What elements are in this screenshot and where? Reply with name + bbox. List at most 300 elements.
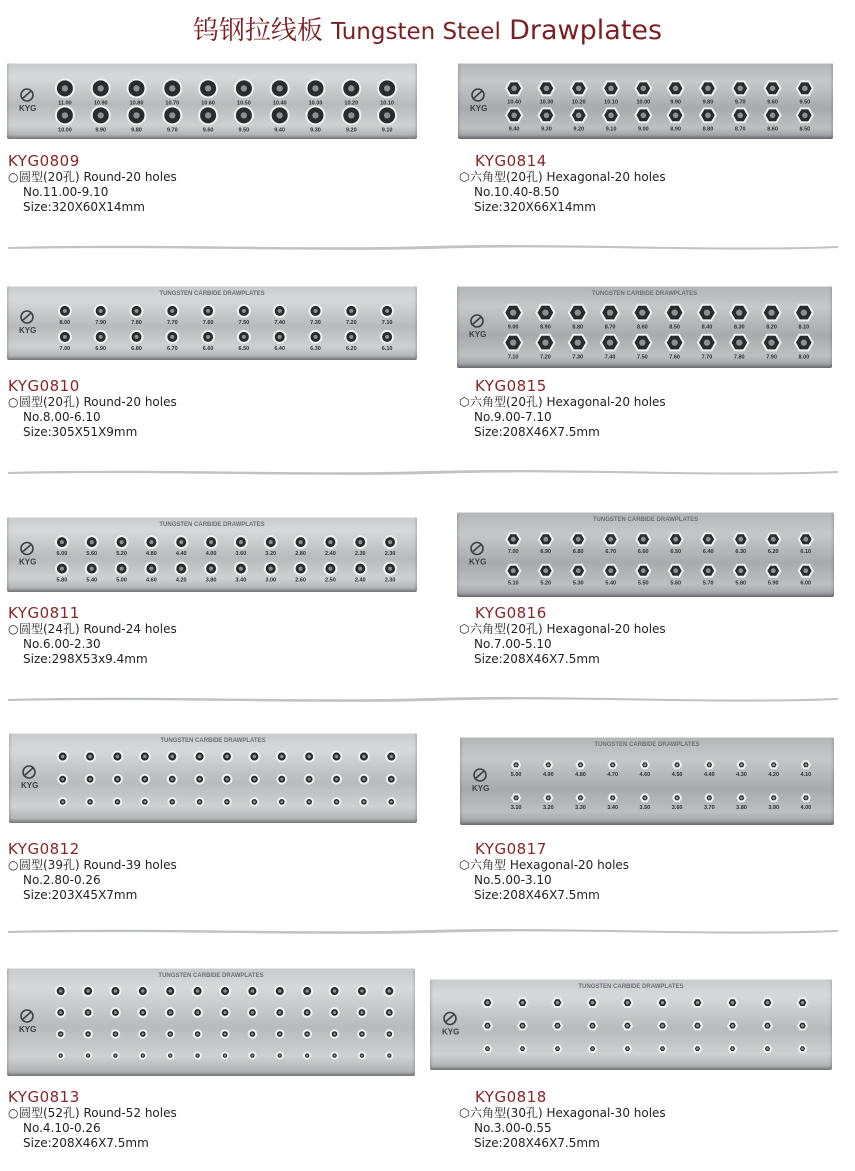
hole-center (170, 335, 174, 339)
product-code: KYG0818 (475, 1088, 547, 1106)
hole-size-label: 8.20 (766, 324, 777, 331)
hole-center (544, 113, 550, 119)
hole-size-label: 3.80 (205, 577, 217, 584)
hole-center (119, 567, 123, 571)
hole-size-label: 8.80 (702, 126, 714, 133)
hole-center (223, 1011, 226, 1014)
hole-size-label: 8.50 (799, 126, 811, 133)
hole-size-label: 6.10 (381, 345, 393, 352)
hole-center (98, 85, 104, 91)
hole-center (99, 335, 103, 339)
hole-size-label: 6.30 (310, 345, 321, 352)
hole-size-label: 3.80 (736, 804, 747, 811)
hole-center (706, 568, 711, 573)
hole-size-label: 10.30 (539, 99, 554, 106)
hole-center (206, 309, 210, 313)
hole-center (803, 537, 808, 542)
hole-size-label: 7.00 (507, 549, 519, 556)
plate-image (7, 63, 417, 139)
hole-center (738, 568, 743, 573)
hole-center (169, 1011, 172, 1014)
hole-size-label: 9.50 (799, 99, 811, 106)
hole-size-label: 10.40 (272, 100, 287, 107)
product-kyg0815 (459, 377, 666, 440)
hole-center (363, 801, 366, 804)
hole-size-label: 9.90 (95, 127, 107, 134)
hole-size-label: 7.10 (507, 354, 519, 361)
hole-size-label: 5.80 (735, 580, 747, 587)
hole-center (205, 85, 211, 91)
hole-center (278, 335, 282, 339)
hole-center (313, 335, 317, 339)
hole-size-label: 9.30 (541, 126, 552, 133)
hole-center (298, 540, 302, 544)
hole-size-label: 7.30 (310, 319, 321, 326)
product-kyg0812 (8, 840, 177, 903)
hole-center (278, 989, 282, 993)
product-code: KYG0816 (475, 604, 547, 622)
hole-size-label: 2.30 (384, 577, 396, 584)
hole-center (384, 85, 390, 91)
hole-center (116, 778, 119, 781)
hole-center (641, 568, 646, 573)
hole-center (388, 567, 392, 571)
logo-text: KYG (19, 557, 37, 567)
hole-size-label: 8.80 (572, 324, 584, 331)
logo-text: KYG (21, 781, 39, 790)
hole-center (626, 1047, 629, 1050)
hole-center (149, 540, 153, 544)
hole-center (239, 540, 243, 544)
product-range: No.4.10-0.26 (23, 1121, 101, 1135)
hole-center (169, 1054, 171, 1056)
hole-size-label: 9.80 (131, 127, 142, 134)
hole-size-label: 4.50 (671, 771, 683, 778)
hole-size-label: 4.60 (146, 577, 157, 584)
hole-size-label: 9.70 (166, 127, 178, 134)
product-size: Size:320X66X14mm (474, 200, 596, 214)
hole-center (308, 801, 311, 804)
hole-center (772, 763, 775, 766)
plate-drawing (9, 733, 417, 823)
product-kyg0814 (459, 152, 666, 215)
hole-size-label: 3.30 (575, 804, 586, 811)
hole-size-label: 9.70 (734, 99, 746, 106)
hole-center (144, 801, 147, 804)
hole-center (241, 85, 247, 91)
plate-drawing (7, 63, 417, 139)
hole-center (335, 801, 338, 804)
hole-center (278, 1011, 281, 1014)
hole-size-label: 7.90 (766, 354, 777, 361)
hole-center (579, 763, 582, 766)
hole-center (705, 113, 711, 119)
hole-center (766, 1047, 769, 1050)
product-kyg0809 (8, 152, 177, 215)
hole-size-label: 4.20 (175, 577, 187, 584)
hole-center (626, 1001, 630, 1005)
hole-center (360, 989, 364, 993)
hole-size-label: 5.90 (767, 580, 779, 587)
hole-size-label: 4.00 (800, 804, 812, 811)
hole-center (358, 567, 362, 571)
hole-size-label: 4.10 (800, 771, 812, 778)
hole-size-label: 7.70 (701, 354, 713, 361)
page-title (0, 10, 855, 47)
hole-center (639, 339, 645, 345)
hole-center (142, 1033, 145, 1036)
hole-size-label: 4.30 (736, 771, 747, 778)
hole-center (521, 1024, 524, 1027)
product-kyg0811 (8, 604, 177, 667)
hole-center (737, 86, 743, 92)
product-range: No.5.00-3.10 (474, 873, 552, 887)
logo-text: KYG (19, 1025, 37, 1034)
hole-size-label: 9.00 (507, 324, 519, 331)
hole-center (641, 86, 647, 92)
hole-center (62, 112, 68, 118)
hole-size-label: 7.90 (95, 319, 107, 326)
hole-size-label: 7.30 (572, 354, 584, 361)
kyg-logo-icon (469, 543, 486, 567)
product-range: No.11.00-9.10 (23, 185, 109, 199)
hole-center (253, 778, 256, 781)
hole-center (333, 1033, 336, 1036)
hole-center (576, 86, 582, 92)
hole-size-label: 8.60 (767, 126, 778, 133)
hole-center (510, 309, 516, 315)
hole-size-label: 8.70 (734, 126, 746, 133)
hole-size-label: 4.20 (768, 771, 780, 778)
hole-size-label: 6.60 (202, 345, 214, 352)
brush-divider (8, 241, 838, 253)
hole-center (673, 113, 679, 119)
hole-size-label: 9.20 (345, 127, 357, 134)
hole-center (384, 112, 390, 118)
product-range: No.7.00-5.10 (474, 637, 552, 651)
product-type: ○圆型(20孔) Round-20 holes (8, 395, 177, 409)
hole-center (313, 309, 317, 313)
hole-center (772, 796, 775, 799)
product-type: ⬡六角型 Hexagonal-20 holes (459, 858, 630, 872)
hole-center (608, 113, 614, 119)
hole-center (59, 989, 63, 993)
plate-caption: TUNGSTEN CARBIDE DRAWPLATES (578, 984, 684, 990)
hole-center (349, 335, 353, 339)
product-kyg0816 (459, 604, 666, 667)
plate-image (457, 286, 832, 368)
logo-text: KYG (19, 326, 37, 335)
hole-size-label: 7.80 (131, 319, 142, 326)
hole-size-label: 3.60 (235, 551, 247, 558)
hole-center (644, 763, 647, 766)
hole-center (242, 309, 246, 313)
hole-center (312, 112, 318, 118)
product-size: Size:203X45X7mm (23, 888, 138, 902)
hole-center (768, 339, 774, 345)
hole-center (242, 335, 246, 339)
hole-center (179, 540, 183, 544)
hole-center (579, 796, 582, 799)
hole-size-label: 5.10 (507, 580, 519, 587)
hole-center (134, 309, 138, 313)
hole-size-label: 10.20 (571, 99, 586, 106)
hole-size-label: 8.90 (540, 324, 551, 331)
hole-size-label: 5.60 (670, 580, 682, 587)
brush-divider (8, 925, 838, 937)
hole-center (801, 1047, 804, 1050)
plate-drawing (457, 286, 832, 368)
hole-center (168, 989, 172, 993)
product-range: No.8.00-6.10 (23, 410, 101, 424)
hole-center (607, 339, 613, 345)
hole-center (205, 112, 211, 118)
plate-image (9, 733, 417, 823)
hole-center (278, 1033, 281, 1036)
hole-center (708, 763, 711, 766)
hole-center (61, 755, 65, 759)
plate-image (458, 63, 833, 139)
hole-size-label: 3.10 (510, 804, 522, 811)
hole-center (766, 1024, 769, 1027)
product-code: KYG0815 (475, 377, 547, 395)
hole-size-label: 3.20 (265, 551, 277, 558)
kyg-logo-icon (472, 769, 489, 793)
hole-center (209, 567, 213, 571)
hole-center (388, 540, 392, 544)
type-text: 圆型(52孔) Round-52 holes (19, 1106, 177, 1120)
hole-size-label: 8.70 (604, 324, 616, 331)
hole-center (251, 1033, 254, 1036)
hole-center (142, 1054, 144, 1056)
hole-size-label: 8.10 (798, 324, 810, 331)
logo-text: KYG (442, 1027, 460, 1037)
hole-size-label: 6.00 (800, 580, 812, 587)
plate-drawing (458, 63, 833, 139)
hole-center (556, 1024, 559, 1027)
hole-center (88, 755, 92, 759)
hole-size-label: 5.20 (116, 551, 127, 558)
hole-center (608, 537, 613, 542)
hole-center (737, 113, 743, 119)
hole-center (704, 339, 710, 345)
plate-drawing (7, 968, 415, 1076)
hole-center (87, 1011, 90, 1014)
hole-center (358, 540, 362, 544)
hole-size-label: 8.50 (669, 324, 681, 331)
product-type: ⬡六角型(30孔) Hexagonal-30 holes (459, 1106, 666, 1120)
hole-center (226, 801, 229, 804)
hole-size-label: 10.90 (93, 100, 108, 107)
hole-center (269, 540, 273, 544)
hole-center (770, 86, 776, 92)
hole-center (349, 309, 353, 313)
hole-center (705, 86, 711, 92)
hole-center (771, 568, 776, 573)
hole-center (269, 567, 273, 571)
hole-center (676, 763, 679, 766)
hole-center (543, 537, 548, 542)
product-range: No.6.00-2.30 (23, 637, 101, 651)
logo-text: KYG (469, 557, 487, 567)
product-type: ○圆型(24孔) Round-24 holes (8, 622, 177, 636)
hole-size-label: 9.10 (605, 126, 617, 133)
product-range: No.3.00-0.55 (474, 1121, 552, 1135)
hole-size-label: 10.00 (636, 99, 651, 106)
hole-center (740, 763, 743, 766)
hole-center (591, 1001, 595, 1005)
hole-size-label: 2.40 (325, 551, 336, 558)
kyg-logo-icon (19, 1010, 36, 1034)
hole-center (206, 335, 210, 339)
product-size: Size:208X46X7.5mm (474, 1136, 600, 1150)
hole-center (87, 1033, 90, 1036)
hole-size-label: 5.70 (702, 580, 714, 587)
hole-center (335, 778, 338, 781)
hole-center (312, 85, 318, 91)
kyg-logo-icon (19, 543, 36, 567)
hole-size-label: 2.40 (354, 577, 366, 584)
hole-center (611, 796, 614, 799)
hole-center (225, 755, 229, 759)
hole-size-label: 5.20 (540, 580, 552, 587)
hole-size-label: 6.50 (238, 345, 250, 352)
product-range: No.10.40-8.50 (474, 185, 560, 199)
product-type: ⬡六角型(20孔) Hexagonal-20 holes (459, 622, 666, 636)
hole-center (801, 1001, 805, 1005)
hole-center (277, 85, 283, 91)
hole-center (673, 568, 678, 573)
product-kyg0810 (8, 377, 177, 440)
type-text: 六角型 Hexagonal-20 holes (470, 858, 630, 872)
hole-center (198, 801, 201, 804)
product-size: Size:208X46X7.5mm (474, 425, 600, 439)
hole-center (608, 568, 613, 573)
hole-center (390, 778, 393, 781)
hole-center (141, 1011, 144, 1014)
hole-size-label: 6.80 (131, 345, 142, 352)
hole-center (119, 540, 123, 544)
product-type: ○圆型(20孔) Round-20 holes (8, 170, 177, 184)
hole-size-label: 3.40 (607, 804, 619, 811)
hole-center (61, 778, 64, 781)
hole-center (486, 1047, 489, 1050)
hole-center (736, 309, 742, 315)
hole-center (280, 778, 283, 781)
hole-center (198, 778, 201, 781)
hole-center (116, 755, 120, 759)
product-code: KYG0809 (8, 152, 80, 170)
hole-size-label: 10.20 (344, 100, 359, 107)
type-text: 圆型(20孔) Round-20 holes (19, 395, 177, 409)
hole-center (576, 113, 582, 119)
hole-center (556, 1047, 559, 1050)
hole-center (196, 1054, 198, 1056)
brush-divider (8, 466, 838, 478)
product-code: KYG0813 (8, 1088, 80, 1106)
hole-center (328, 540, 332, 544)
hole-center (196, 1011, 199, 1014)
hole-center (225, 778, 228, 781)
hole-size-label: 4.60 (639, 771, 651, 778)
hole-center (805, 763, 808, 766)
hole-size-label: 6.20 (767, 549, 779, 556)
hole-center (59, 1033, 62, 1036)
hole-center (333, 1011, 336, 1014)
product-code: KYG0811 (8, 604, 80, 622)
hole-center (766, 1001, 770, 1005)
hole-size-label: 8.40 (701, 324, 713, 331)
hole-size-label: 8.00 (59, 319, 71, 326)
kyg-logo-icon (470, 89, 487, 113)
hole-center (639, 309, 645, 315)
hole-center (608, 86, 614, 92)
hole-size-label: 7.10 (381, 319, 393, 326)
hole-size-label: 7.40 (274, 319, 286, 326)
hole-center (170, 755, 174, 759)
hole-size-label: 4.80 (575, 771, 586, 778)
hole-size-label: 7.80 (733, 354, 745, 361)
hole-size-label: 7.70 (166, 319, 178, 326)
hole-center (611, 763, 614, 766)
hole-size-label: 10.10 (380, 100, 394, 107)
hole-center (99, 309, 103, 313)
plate-drawing (7, 286, 417, 360)
hole-center (390, 755, 394, 759)
logo-text: KYG (19, 104, 37, 113)
product-size: Size:208X46X7.5mm (23, 1136, 149, 1150)
hole-center (704, 309, 710, 315)
hole-size-label: 4.00 (205, 551, 217, 558)
plate-image (457, 512, 834, 597)
hole-center (731, 1024, 734, 1027)
hole-center (306, 1033, 309, 1036)
hole-center (60, 1054, 62, 1056)
hole-center (348, 112, 354, 118)
hole-center (60, 540, 64, 544)
plate-drawing (430, 979, 832, 1070)
hole-size-label: 9.60 (202, 127, 214, 134)
kyg-logo-icon (442, 1013, 459, 1037)
hole-center (251, 989, 255, 993)
hole-center (801, 1024, 804, 1027)
hole-center (801, 309, 807, 315)
product-type: ○圆型(39孔) Round-39 holes (8, 858, 177, 872)
hole-center (224, 1033, 227, 1036)
hole-center (708, 796, 711, 799)
hole-center (141, 989, 145, 993)
hole-center (116, 801, 119, 804)
hole-center (770, 113, 776, 119)
hole-center (801, 339, 807, 345)
type-text: 圆型(39孔) Round-39 holes (19, 858, 177, 872)
hole-center (676, 796, 679, 799)
type-text: 六角型(30孔) Hexagonal-30 holes (470, 1106, 666, 1120)
hole-size-label: 9.80 (702, 99, 714, 106)
logo-text: KYG (472, 784, 490, 793)
hole-size-label: 9.50 (238, 127, 250, 134)
hole-center (591, 1047, 594, 1050)
plate-caption: TUNGSTEN CARBIDE DRAWPLATES (158, 973, 264, 979)
hole-center (576, 568, 581, 573)
hole-center (306, 1054, 308, 1056)
hole-center (556, 1001, 560, 1005)
product-type: ○圆型(52孔) Round-52 holes (8, 1106, 177, 1120)
hole-center (87, 1054, 89, 1056)
plate-image (7, 517, 417, 592)
type-text: 圆型(20孔) Round-20 holes (19, 170, 177, 184)
hole-size-label: 4.40 (703, 771, 715, 778)
